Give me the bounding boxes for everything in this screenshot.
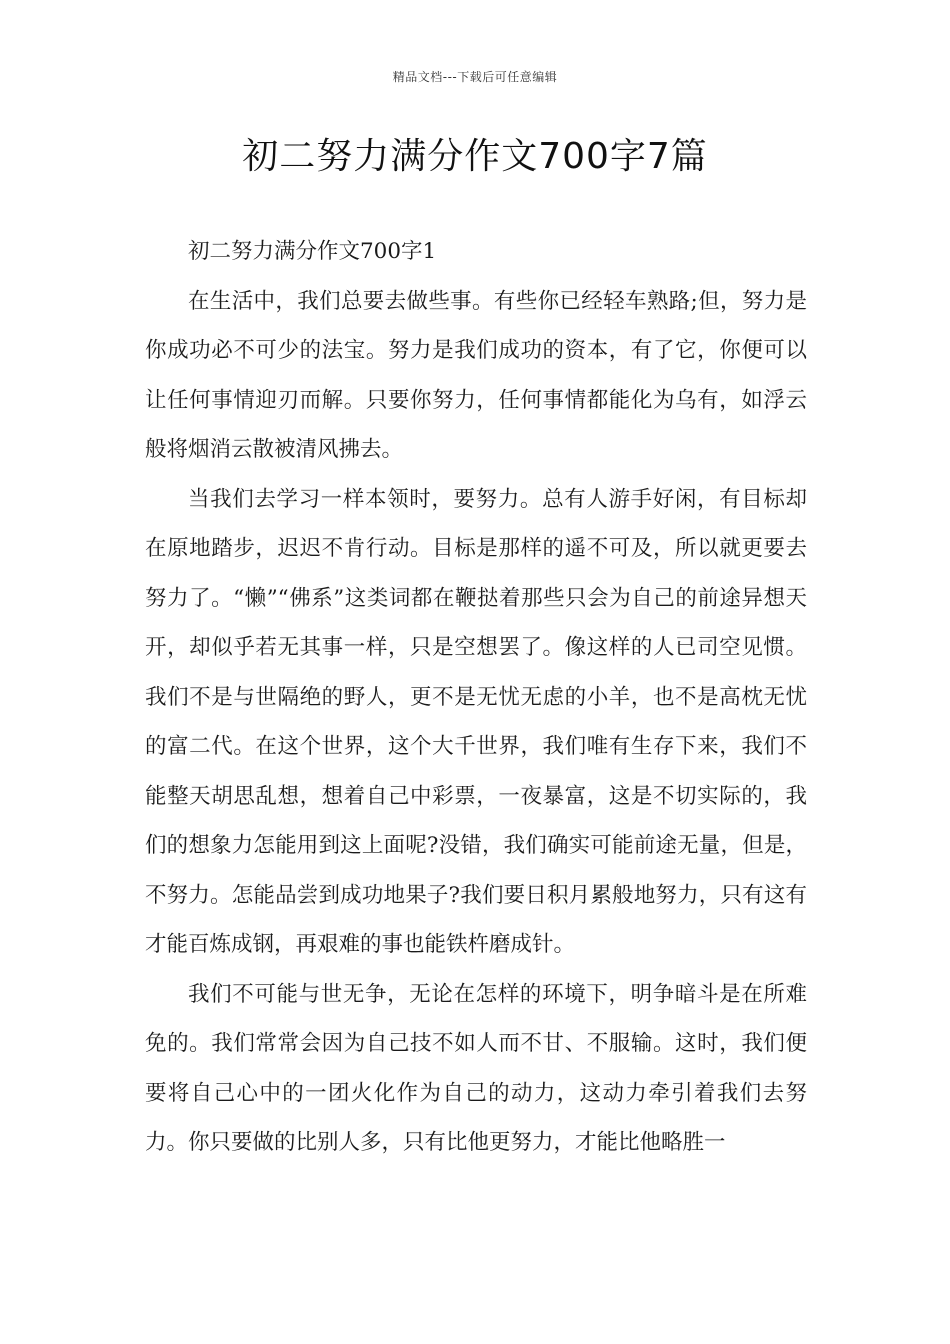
header-note: 精品文档---下载后可任意编辑 [392, 70, 558, 84]
paragraph-1: 在生活中，我们总要去做些事。有些你已经轻车熟路;但，努力是你成功必不可少的法宝。努力是我们成功的资本，有了它，你便可以让任何事情迎刃而解。只要你努力，任何事情都能化为乌有，如浮云般将烟消云散被清风拂去。 [145, 288, 807, 462]
document-body [145, 227, 807, 1168]
paragraph-2: 当我们去学习一样本领时，要努力。总有人游手好闲，有目标却在原地踏步，迟迟不肯行动。目标是那样的遥不可及，所以就更要去努力了。“懒”“佛系”这类词都在鞭挞着那些只会为自己的前途异想天开，却似乎若无其事一样，只是空想罢了。像这样的人已司空见惯。我们不是与世隔绝的野人，更不是无忧无虑的小羊，也不是高枕无忧的富二代。在这个世界，这个大千世界，我们唯有生存下来，我们不能整天胡思乱想，想着自己中彩票，一夜暴富，这是不切实际的，我们的想象力怎能用到这上面呢?没错，我们确实可能前途无量，但是，不努力。怎能品尝到成功地果子?我们要日积月累般地努力，只有这有才能百炼成钢，再艰难的事也能铁杵磨成针。 [145, 486, 807, 957]
paragraph-3: 我们不可能与世无争，无论在怎样的环境下，明争暗斗是在所难免的。我们常常会因为自己技不如人而不甘、不服输。这时，我们便要将自己心中的一团火化作为自己的动力，这动力牵引着我们去努力。你只要做的比别人多，只有比他更努力，才能比他略胜一 [145, 981, 807, 1155]
section-heading: 初二努力满分作文700字1 [188, 239, 437, 264]
document-title: 初二努力满分作文700字7篇 [242, 136, 708, 177]
